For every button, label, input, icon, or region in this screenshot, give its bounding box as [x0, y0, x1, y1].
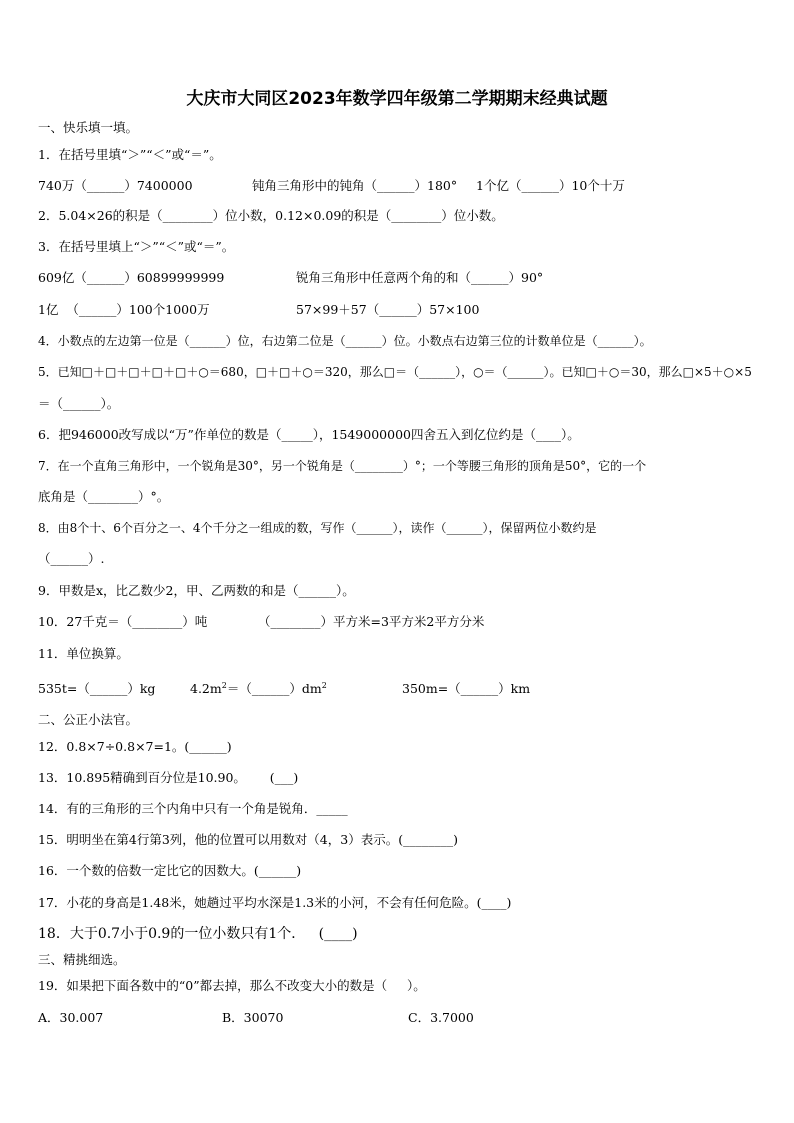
question-3-item-c: 1亿 （______）100个1000万	[38, 302, 210, 317]
question-11: 11．单位换算。	[38, 646, 129, 661]
section-1-heading: 一、快乐填一填。	[38, 120, 139, 135]
question-10-item-b: （________）平方米=3平方米2平方分米	[258, 614, 485, 629]
section-2-heading: 二、公正小法官。	[38, 712, 139, 727]
question-1-item-c: 1个亿（______）10个十万	[476, 178, 625, 193]
question-18: 18．大于0.7小于0.9的一位小数只有1个． (____)	[38, 926, 358, 942]
superscript-2: 2	[321, 680, 327, 690]
question-14: 14．有的三角形的三个内角中只有一个角是锐角．_____	[38, 801, 348, 816]
question-13: 13．10.895精确到百分位是10.90。 (___)	[38, 770, 299, 785]
question-3-item-d: 57×99＋57（______）57×100	[296, 302, 480, 317]
question-10-item-a: 10．27千克＝（________）吨	[38, 614, 208, 629]
question-9: 9．甲数是x，比乙数少2，甲、乙两数的和是（______）。	[38, 583, 355, 598]
question-19: 19．如果把下面各数中的“0”都去掉，那么不改变大小的数是（ ）。	[38, 978, 426, 993]
question-19-option-a: A．30.007	[38, 1010, 104, 1025]
question-3: 3．在括号里填上“＞”“＜”或“＝”。	[38, 239, 235, 254]
question-12: 12．0.8×7÷0.8×7=1。(______)	[38, 739, 232, 754]
question-3-item-a: 609亿（______）60899999999	[38, 270, 225, 285]
question-5-line-1: 5．已知□＋□＋□＋□＋□＋○＝680，□＋□＋○＝320，那么□＝（______），○＝（______）。已知□＋○＝30，那么□×5＋○×5	[38, 365, 752, 379]
question-19-option-b: B．30070	[222, 1010, 284, 1025]
question-11-item-b	[190, 681, 327, 697]
question-6: 6．把946000改写成以“万”作单位的数是（_____），1549000000四舍五入到亿位约是（____）。	[38, 427, 580, 442]
question-7-line-2: 底角是（________）°。	[38, 489, 170, 504]
question-4: 4．小数点的左边第一位是（______）位，右边第二位是（______）位。小数点右边第三位的计数单位是（______）。	[38, 334, 652, 348]
question-1-item-b: 钝角三角形中的钝角（______）180°	[252, 178, 458, 193]
question-15: 15．明明坐在第4行第3列，他的位置可以用数对（4，3）表示。(________)	[38, 832, 458, 847]
question-16: 16．一个数的倍数一定比它的因数大。(______)	[38, 863, 302, 878]
section-3-heading: 三、精挑细选。	[38, 952, 126, 967]
question-17: 17．小花的身高是1.48米，她趟过平均水深是1.3米的小河，不会有任何危险。(____)	[38, 895, 512, 910]
question-1: 1．在括号里填“＞”“＜”或“＝”。	[38, 147, 222, 162]
page-title: 大庆市大同区2023年数学四年级第二学期期末经典试题	[186, 89, 608, 109]
superscript-2: 2	[221, 680, 227, 690]
question-5-line-2: ＝（______）。	[38, 396, 120, 411]
question-1-item-a: 740万（______）7400000	[38, 178, 193, 193]
question-11-item-c: 350m=（______）km	[402, 681, 531, 696]
question-11-item-b-part-1: 4.2m	[190, 681, 222, 696]
question-3-item-b: 锐角三角形中任意两个角的和（______）90°	[296, 270, 544, 285]
question-2: 2．5.04×26的积是（________）位小数，0.12×0.09的积是（________）位小数。	[38, 208, 504, 223]
question-8-line-1: 8．由8个十、6个百分之一、4个千分之一组成的数，写作（______），读作（______），保留两位小数约是	[38, 521, 597, 535]
question-8-line-2: （______）.	[38, 551, 105, 566]
question-7-line-1: 7．在一个直角三角形中，一个锐角是30°，另一个锐角是（________）°；一个等腰三角形的顶角是50°，它的一个	[38, 459, 647, 473]
question-11-item-a: 535t=（______）kg	[38, 681, 156, 696]
question-19-option-c: C．3.7000	[408, 1010, 474, 1025]
question-11-item-b-part-2: ＝（______）dm	[226, 681, 322, 696]
